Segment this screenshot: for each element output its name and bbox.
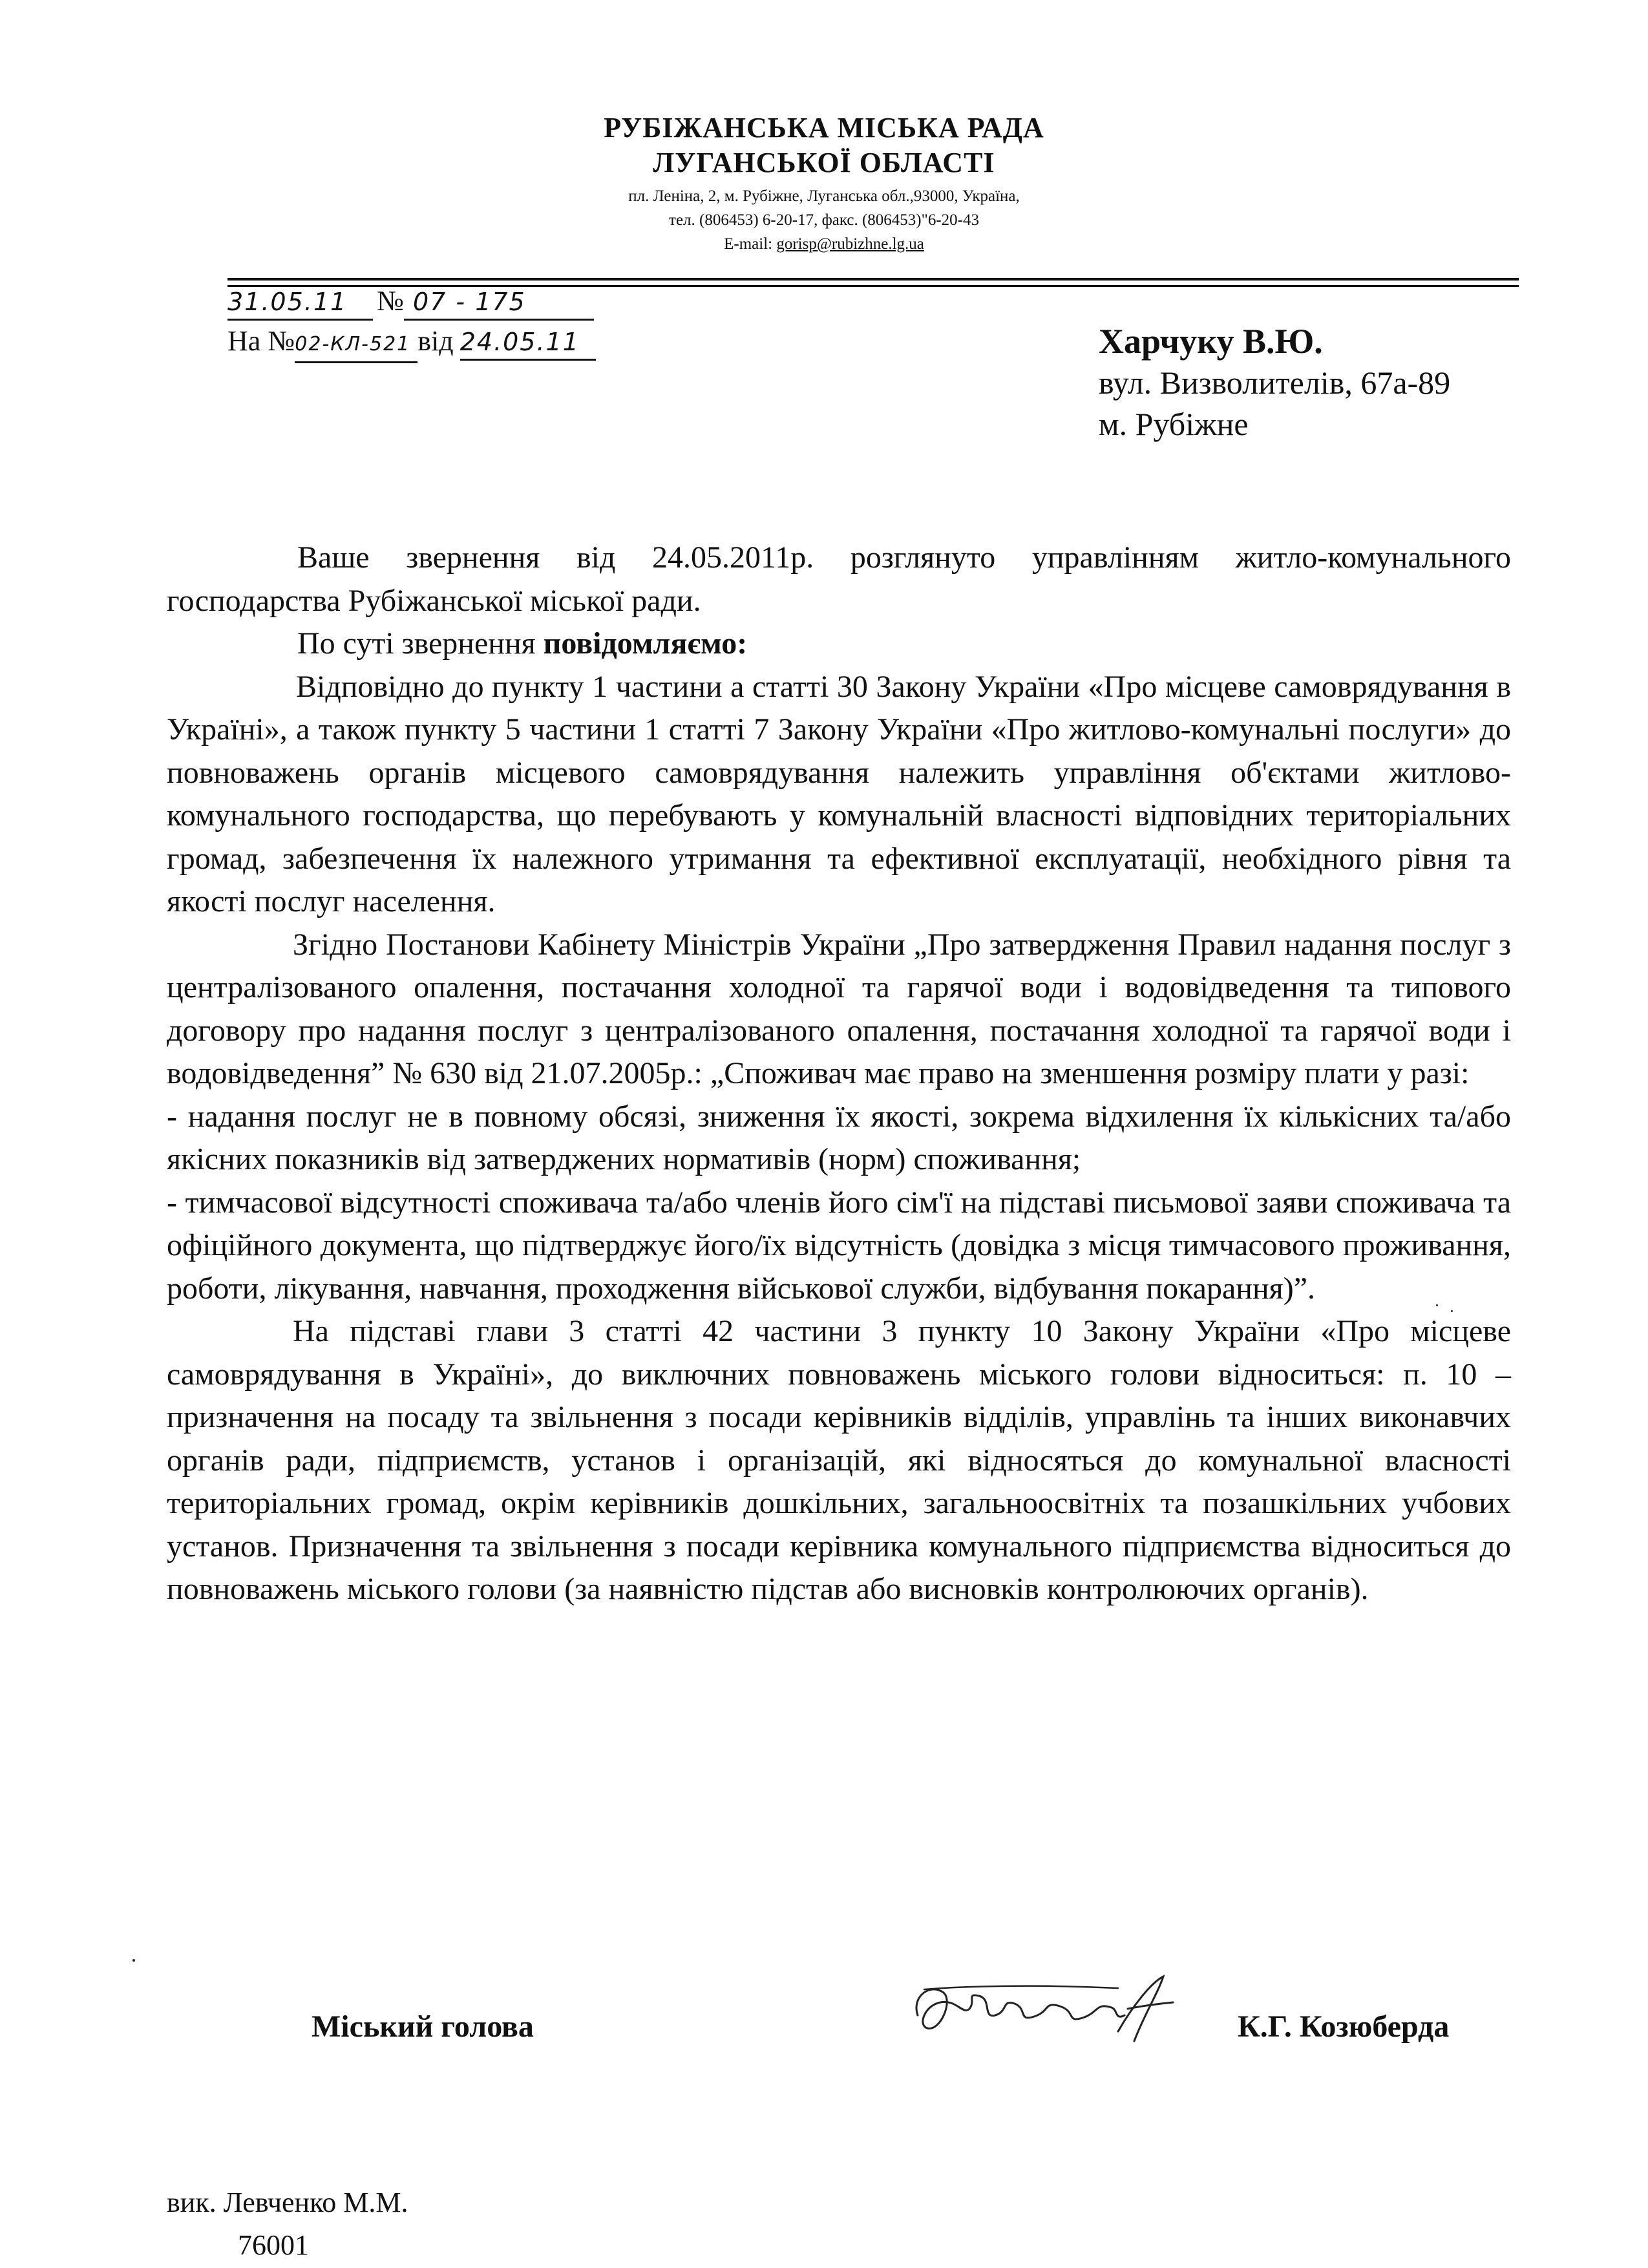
outgoing-ref [227,284,594,321]
incoming-date: 24.05.11 [460,325,596,361]
outgoing-number: 07 - 175 [404,285,594,321]
incoming-number: 02-КЛ-521 [295,328,417,363]
email-address: gorisp@rubizhne.lg.ua [776,235,924,253]
addressee-city: м. Рубіжне [1099,406,1249,442]
number-label: № [377,285,404,317]
executor-name: вик. Левченко М.М. [167,2187,408,2218]
org-address: пл. Леніна, 2, м. Рубіжне, Луганська обл.,93000, Україна, [628,187,1020,205]
email-label: E-mail: [724,235,777,253]
paragraph-2-text: По суті звернення [297,626,544,661]
paragraph-7: На підставі глави 3 статті 42 частини 3 пункту 10 Закону України «Про місцеве самоврядування в Україні», до виключних повноважень міського голови відноситься: п. 10 – призначення на посаду та звільнення з посади керівників відділів, управлінь та інших виконавчих органів ради, підприємств, установ і організацій, які відносяться до комунальної власності територіальних громад, окрім керівників дошкільних, загальноосвітніх та позашкільних учбових установ. Призначення та звільнення з посади керівника комунального підприємства відноситься до повноважень міського голови (за наявністю підстав або висновків контролюючих органів). [167,1314,1511,1606]
paragraph-5: - надання послуг не в повному обсязі, зниження їх якості, зокрема відхилення їх кількісних та/або якісних показників від затверджених нормативів (норм) споживання; [167,1099,1511,1176]
executor-phone: 76001 [238,2229,309,2261]
org-name-line1: РУБІЖАНСЬКА МІСЬКА РАДА [604,112,1044,143]
letterhead-rule-top [227,278,1519,281]
signatory-position: Міський голова [312,2009,534,2044]
org-name-line2: ЛУГАНСЬКОЇ ОБЛАСТІ [653,147,995,178]
incoming-ref [227,324,596,363]
handwritten-signature [905,1970,1183,2054]
addressee-street: вул. Визволителів, 67а-89 [1099,365,1451,401]
addressee-name: Харчуку В.Ю. [1099,322,1323,361]
paragraph-2 [167,622,1511,666]
signatory-name: К.Г. Козюберда [1238,2009,1450,2044]
paragraph-2-bold: повідомляємо: [543,626,748,661]
outgoing-date: 31.05.11 [227,285,373,321]
scan-speck [1451,1310,1453,1312]
paragraph-4: Згідно Постанови Кабінету Міністрів України „Про затвердження Правил надання послуг з централізованого опалення, постачання холодної та гарячої води і водовідведення та типового договору про надання послуг з централізованого опалення, постачання холодної та гарячої води і водовідведення” № 630 від 21.07.2005р.: „Споживач має право на зменшення розміру плати у разі: [167,927,1511,1090]
from-label: від [417,325,454,357]
paragraph-6: - тимчасової відсутності споживача та/або членів його сім'ї на підставі письмової заяви споживача та офіційного документа, що підтверджує його/їх відсутність (довідка з місця тимчасового проживання, роботи, лікування, навчання, проходження військової служби, відбування покарання)”. [167,1185,1511,1306]
scan-speck [132,1959,135,1962]
org-email [0,234,1648,255]
org-phones: тел. (806453) 6-20-17, факс. (806453)"6-20-43 [669,211,979,229]
letter-body [167,536,1511,1611]
addressee-block [1099,321,1450,445]
paragraph-3: Відповідно до пункту 1 частини а статті 30 Закону України «Про місцеве самоврядування в Україні», а також пункту 5 частини 1 статті 7 Закону України «Про житлово-комунальні послуги» до повноважень органів місцевого самоврядування належить управління об'єктами житлово-комунального господарства, що перебувають у комунальній власності відповідних територіальних громад, забезпечення їх належного утримання та ефективної експлуатації, необхідного рівня та якості послуг населення. [167,669,1511,918]
in-reply-label: На № [227,325,295,357]
paragraph-1: Ваше звернення від 24.05.2011р. розглянуто управлінням житло-комунального господарства Рубіжанської міської ради. [167,540,1511,618]
scan-speck [1436,1304,1438,1306]
